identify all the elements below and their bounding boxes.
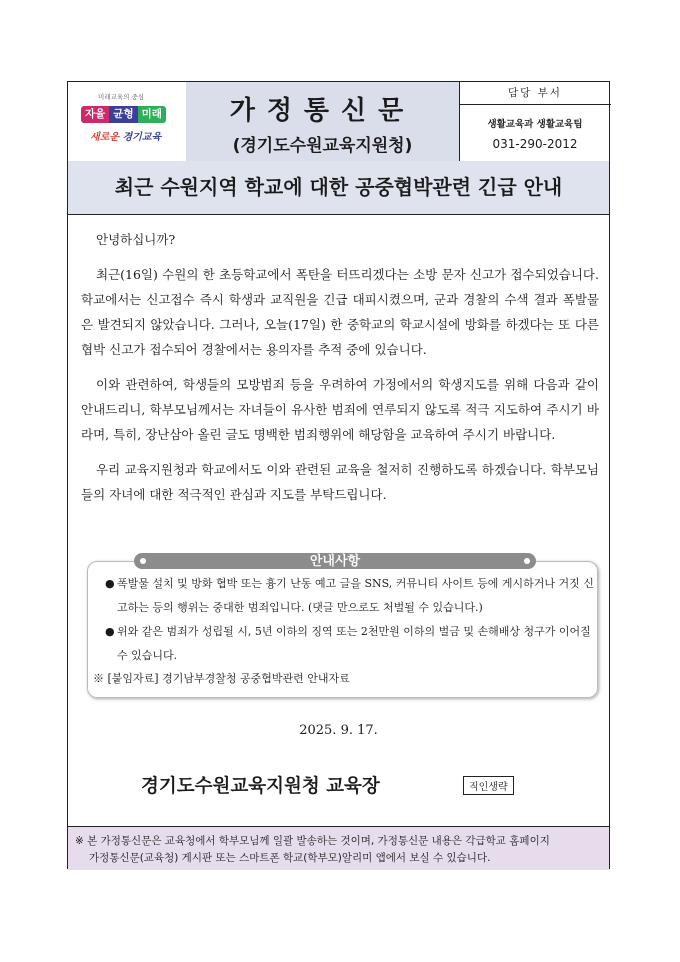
footer-line-1: ※ 본 가정통신문은 교육청에서 학부모님께 일괄 발송하는 것이며, 가정통신문 내용은 각급학교 홈페이지	[75, 835, 550, 847]
document-subtitle: (경기도수원교육지원청)	[232, 136, 413, 156]
header	[68, 82, 609, 162]
paragraph-3: 우리 교육지원청과 학교에서도 이와 관련된 교육을 철저히 진행하도록 하겠습니다. 학부모님들의 자녀에 대한 적극적인 관심과 지도를 부탁드립니다.	[81, 462, 599, 502]
footer-line-2: 가정통신문(교육청) 게시판 또는 스마트폰 학교(학부모)알리미 앱에서 보실 수 있습니다.	[89, 852, 491, 864]
notice-title: 안내사항	[309, 554, 361, 569]
logo-word-1: 자율	[81, 106, 109, 123]
bullet-icon: ●	[105, 577, 115, 590]
seal-omitted-stamp: 직인생략	[463, 776, 514, 795]
paragraph-1: 최근(16일) 수원의 한 초등학교에서 폭탄을 터뜨리겠다는 소방 문자 신고가 접수되었습니다. 학교에서는 신고접수 즉시 학생과 교직원을 긴급 대피시켰으며, 군과 경찰의 수색 결과 폭발물은 발견되지 않았습니다. 그러나, 오늘(17일) 한 중학교의 학교시설에 방화를 하겠다는 또 다른 협박 신고가 접수되어 경찰에서는 용의자를 추적 중에 있습니다.	[81, 267, 599, 357]
attachment-note: ※ [붙임자료] 경기남부경찰청 공중협박관련 안내자료	[93, 672, 350, 685]
notice-item	[105, 620, 597, 668]
notice-box	[87, 554, 598, 698]
logo-slogan	[90, 128, 161, 143]
logo-slogan-b: 경기교육	[122, 132, 162, 143]
signature: 경기도수원교육지원청 교육장	[141, 776, 380, 797]
notice-item-text: 위와 같은 범죄가 성립될 시, 5년 이하의 징역 또는 2천만원 이하의 벌금 및 손해배상 청구가 이어질 수 있습니다.	[117, 625, 591, 662]
subject-title: 최근 수원지역 학교에 대한 공중협박관련 긴급 안내	[68, 161, 609, 215]
letter-body	[81, 227, 599, 517]
bullet-icon: ●	[105, 625, 115, 638]
logo-tagline: 미래교육의 중심	[98, 93, 145, 101]
logo-word-2: 균형	[109, 106, 137, 123]
document-title: 가정통신문	[229, 96, 416, 126]
department-label: 담당 부서	[459, 82, 611, 105]
notice-list	[88, 572, 597, 668]
logo-words	[81, 106, 166, 123]
title-box	[186, 82, 460, 161]
notice-item-text: 폭발물 설치 및 방화 협박 또는 흉기 난동 예고 글을 SNS, 커뮤니티 사이트 등에 게시하거나 거짓 신고하는 등의 행위는 중대한 범죄입니다. (댓글 만으로도 처벌될 수 있습니다.)	[117, 577, 594, 614]
footer-note	[68, 826, 609, 870]
issue-date: 2025. 9. 17.	[299, 723, 378, 738]
notice-item	[105, 572, 597, 620]
notice-document	[67, 81, 610, 869]
logo-word-3: 미래	[138, 106, 166, 123]
greeting: 안녕하십니까?	[96, 232, 176, 247]
notice-header-bar	[134, 553, 536, 569]
paragraph-2: 이와 관련하여, 학생들의 모방범죄 등을 우려하여 가정에서의 학생지도를 위해 다음과 같이 안내드리니, 학부모님께서는 자녀들이 유사한 범죄에 연루되지 않도록 적극 지도하여 주시기 바라며, 특히, 장난삼아 올린 글도 명백한 범죄행위에 해당함을 교육하여 주시기 바랍니다.	[81, 377, 599, 442]
department-box	[459, 82, 611, 161]
logo-slogan-a: 새로운	[90, 132, 119, 143]
department-phone: 031-290-2012	[492, 137, 578, 151]
logo	[68, 82, 187, 161]
department-team: 생활교육과 생활교육팀	[487, 119, 583, 130]
